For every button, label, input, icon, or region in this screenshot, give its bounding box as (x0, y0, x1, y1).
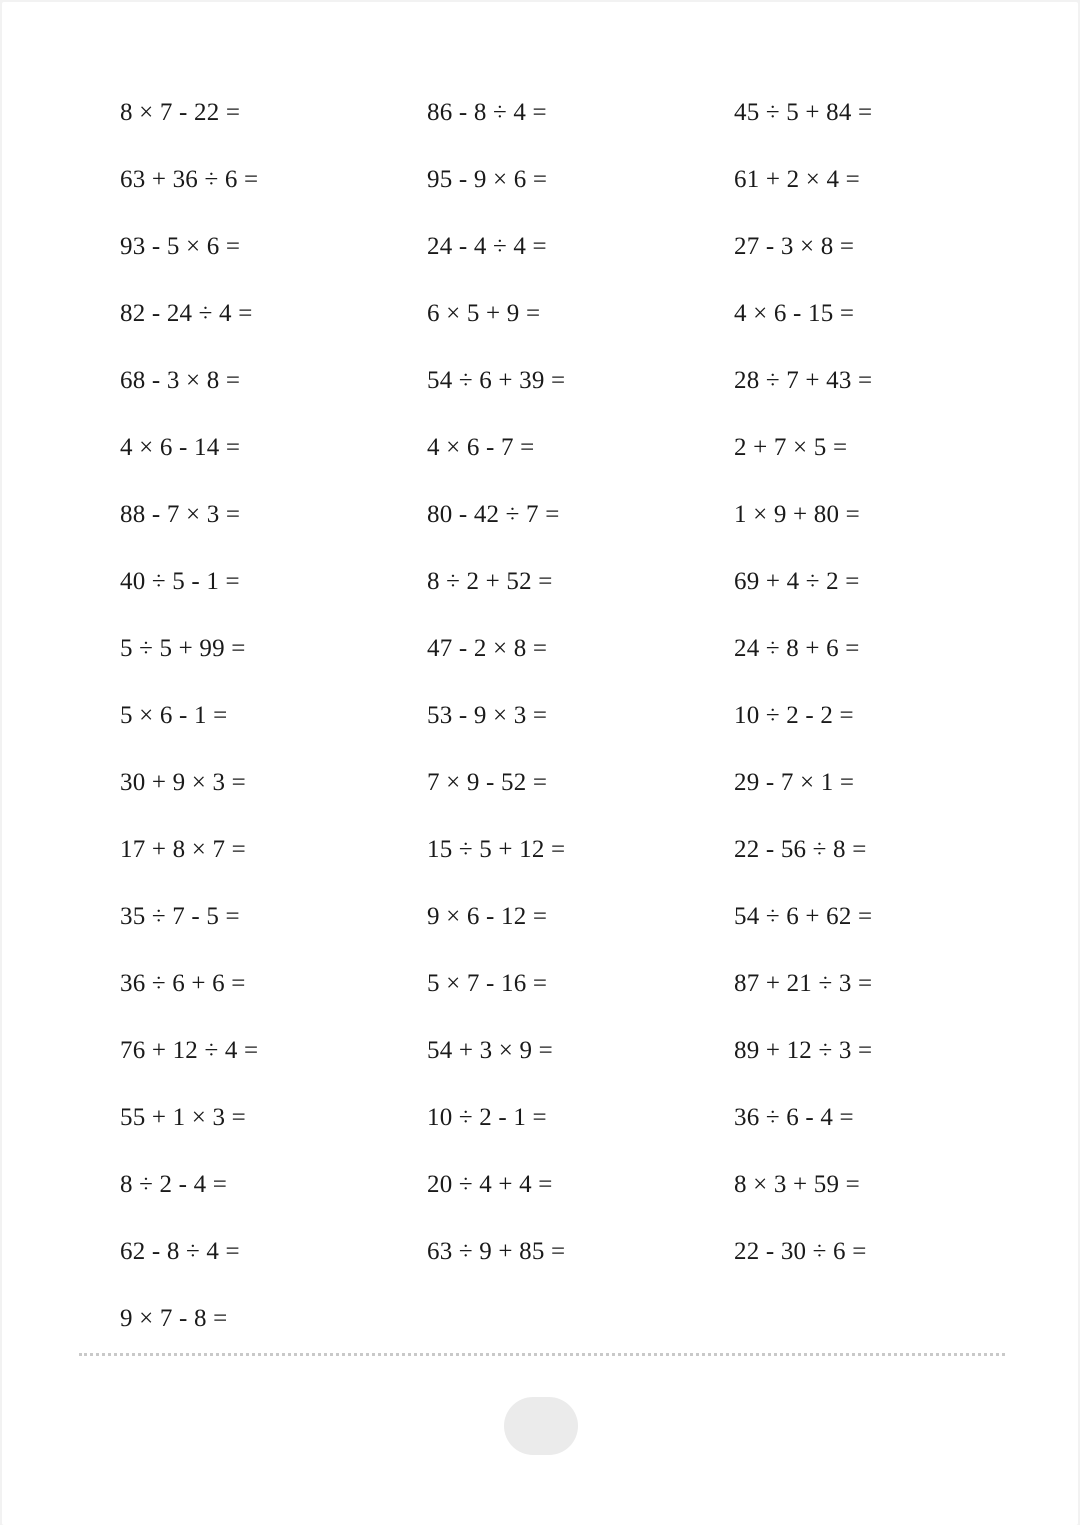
math-problem: 93 - 5 × 6 = (120, 233, 241, 260)
math-problem: 4 × 6 - 15 = (734, 300, 855, 327)
math-problem: 7 × 9 - 52 = (427, 769, 548, 796)
math-problem: 8 × 3 + 59 = (734, 1171, 860, 1198)
math-problem: 63 ÷ 9 + 85 = (427, 1238, 566, 1265)
math-problem: 45 ÷ 5 + 84 = (734, 99, 873, 126)
math-problem: 29 - 7 × 1 = (734, 769, 855, 796)
math-problem: 5 × 7 - 16 = (427, 970, 548, 997)
math-problem: 55 + 1 × 3 = (120, 1104, 246, 1131)
math-problem: 47 - 2 × 8 = (427, 635, 548, 662)
math-problem: 86 - 8 ÷ 4 = (427, 99, 547, 126)
math-problem: 8 ÷ 2 + 52 = (427, 568, 553, 595)
math-problem: 80 - 42 ÷ 7 = (427, 501, 560, 528)
math-problem: 69 + 4 ÷ 2 = (734, 568, 860, 595)
math-problem: 89 + 12 ÷ 3 = (734, 1037, 873, 1064)
page-indicator[interactable] (504, 1397, 578, 1455)
math-problem: 27 - 3 × 8 = (734, 233, 855, 260)
math-problem: 8 × 7 - 22 = (120, 99, 241, 126)
math-problem: 24 - 4 ÷ 4 = (427, 233, 547, 260)
math-problem: 5 ÷ 5 + 99 = (120, 635, 246, 662)
math-problem: 28 ÷ 7 + 43 = (734, 367, 873, 394)
math-problem: 17 + 8 × 7 = (120, 836, 246, 863)
math-problem: 1 × 9 + 80 = (734, 501, 860, 528)
math-problem: 40 ÷ 5 - 1 = (120, 568, 240, 595)
math-problem: 36 ÷ 6 + 6 = (120, 970, 246, 997)
math-problem: 82 - 24 ÷ 4 = (120, 300, 253, 327)
math-problem: 87 + 21 ÷ 3 = (734, 970, 873, 997)
math-problem: 20 ÷ 4 + 4 = (427, 1171, 553, 1198)
math-problem: 54 ÷ 6 + 39 = (427, 367, 566, 394)
math-problem: 4 × 6 - 14 = (120, 434, 241, 461)
math-problem: 2 + 7 × 5 = (734, 434, 848, 461)
math-problem: 63 + 36 ÷ 6 = (120, 166, 259, 193)
math-problem: 35 ÷ 7 - 5 = (120, 903, 240, 930)
math-problem: 5 × 6 - 1 = (120, 702, 228, 729)
math-problem: 36 ÷ 6 - 4 = (734, 1104, 854, 1131)
math-problem: 22 - 56 ÷ 8 = (734, 836, 867, 863)
math-problem: 9 × 6 - 12 = (427, 903, 548, 930)
dotted-divider (79, 1353, 1005, 1356)
math-problem: 88 - 7 × 3 = (120, 501, 241, 528)
math-problem: 62 - 8 ÷ 4 = (120, 1238, 240, 1265)
math-problem: 61 + 2 × 4 = (734, 166, 860, 193)
math-problem: 24 ÷ 8 + 6 = (734, 635, 860, 662)
math-problem: 53 - 9 × 3 = (427, 702, 548, 729)
math-problem: 8 ÷ 2 - 4 = (120, 1171, 228, 1198)
math-problem: 10 ÷ 2 - 2 = (734, 702, 854, 729)
worksheet-page (2, 2, 1078, 1525)
math-problem: 22 - 30 ÷ 6 = (734, 1238, 867, 1265)
math-problem: 15 ÷ 5 + 12 = (427, 836, 566, 863)
math-problem: 9 × 7 - 8 = (120, 1305, 228, 1332)
math-problem: 6 × 5 + 9 = (427, 300, 541, 327)
math-problem: 95 - 9 × 6 = (427, 166, 548, 193)
math-problem: 76 + 12 ÷ 4 = (120, 1037, 259, 1064)
math-problem: 30 + 9 × 3 = (120, 769, 246, 796)
math-problem: 4 × 6 - 7 = (427, 434, 535, 461)
math-problem: 54 ÷ 6 + 62 = (734, 903, 873, 930)
math-problem: 68 - 3 × 8 = (120, 367, 241, 394)
math-problem: 54 + 3 × 9 = (427, 1037, 553, 1064)
math-problem: 10 ÷ 2 - 1 = (427, 1104, 547, 1131)
problem-grid (120, 79, 1040, 1352)
